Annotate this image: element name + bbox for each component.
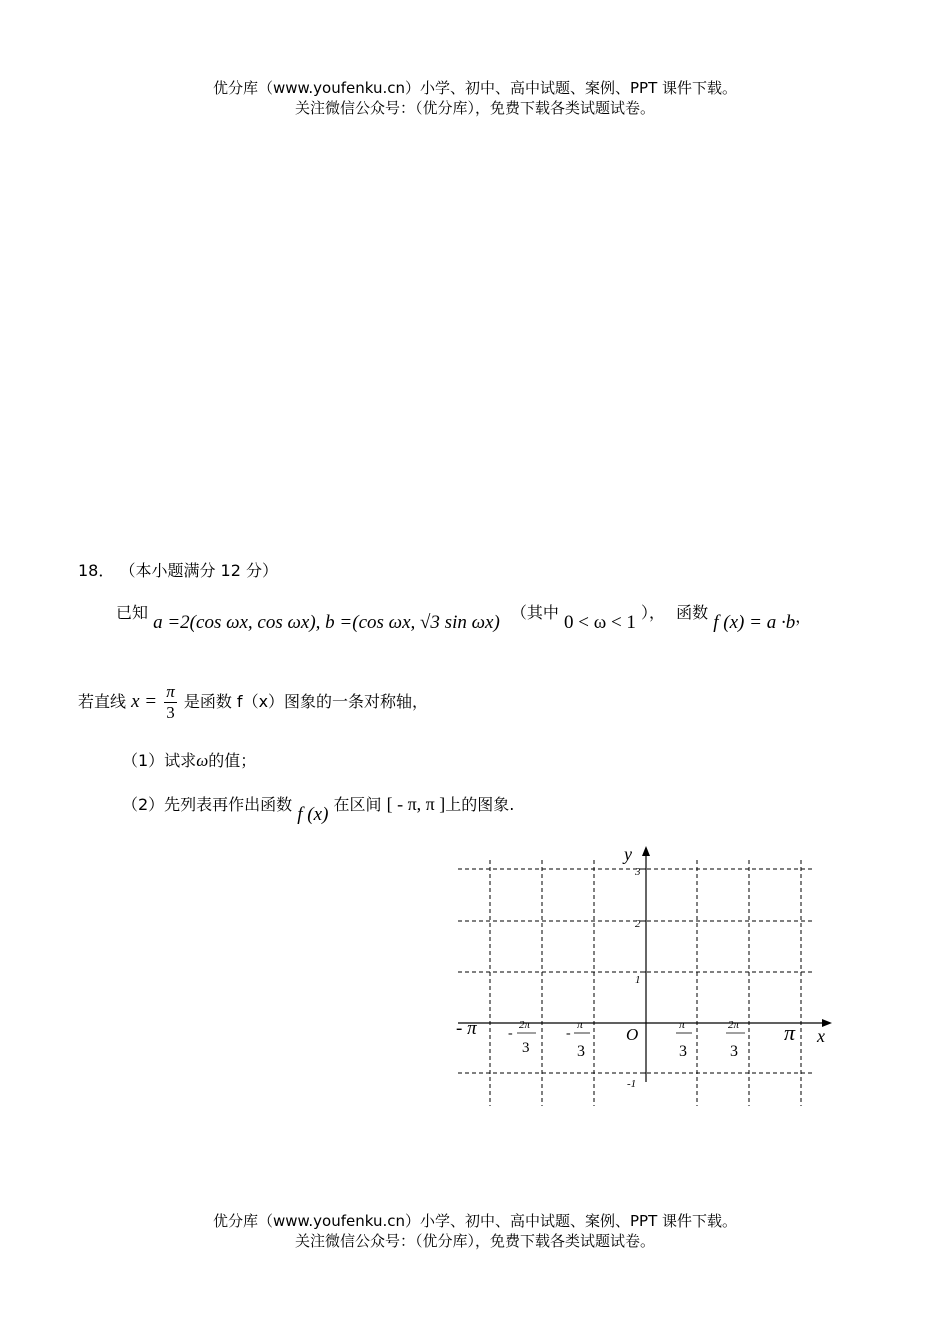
q1-prefix: （1）试求: [122, 751, 197, 770]
vectors-formula: a =2(cos ωx, cos ωx), b =(cos ωx, √3 sin ωx): [153, 612, 500, 633]
func-def: f (x) = a ·b: [713, 612, 796, 633]
q1-omega: ω: [196, 751, 209, 770]
x-tick-sign: -: [508, 1026, 513, 1041]
x-tick-label-2pi3: [726, 1019, 745, 1060]
q2-mid: 在区间: [333, 795, 382, 814]
fraction-numerator: π: [166, 682, 175, 701]
problem-number: 18．: [78, 561, 115, 580]
footer-line-2: 关注微信公众号：（优分库），免费下载各类试题试卷。: [294, 1232, 655, 1250]
line2-prefix: 若直线: [78, 692, 127, 711]
y-tick-label-2: 2: [635, 918, 641, 930]
condition: 0 < ω < 1: [564, 612, 636, 633]
header-line-1: 优分库（www.youfenku.cn）小学、初中、高中试题、案例、PPT 课件下载。: [212, 79, 738, 97]
x-axis-label: x: [817, 1026, 825, 1046]
page-footer: [0, 1211, 950, 1251]
footer-line-1: 优分库（www.youfenku.cn）小学、初中、高中试题、案例、PPT 课件下载。: [212, 1212, 738, 1230]
q2-interval: [ - π, π ]: [386, 794, 446, 814]
x-tick-label-neg-2pi3: [508, 1019, 536, 1056]
func-word: 函数: [676, 603, 709, 622]
x-tick-denominator: 3: [679, 1043, 687, 1060]
q2-prefix: （2）先列表再作出函数: [122, 795, 293, 814]
header-line-2: 关注微信公众号：（优分库），免费下载各类试题试卷。: [294, 99, 655, 117]
q2-suffix: 上的图象.: [445, 795, 515, 814]
q2-func: f (x): [297, 804, 329, 825]
condition-open: （其中: [510, 603, 559, 622]
q1-suffix: 的值；: [208, 751, 257, 770]
x-tick-denominator: 3: [730, 1043, 738, 1060]
func-def-end: ，: [795, 607, 812, 626]
x-tick-sign: -: [566, 1026, 571, 1041]
x-tick-numerator: 2π: [728, 1019, 740, 1031]
x-tick-label-pi: π: [784, 1020, 796, 1045]
y-tick-label-3: 3: [635, 866, 641, 878]
x-tick-denominator: 3: [522, 1040, 530, 1056]
line2-var: x =: [131, 691, 158, 712]
y-tick-label-neg1: -1: [627, 1078, 637, 1090]
fraction-denominator: 3: [166, 703, 175, 722]
problem-score: （本小题满分 12 分）: [119, 561, 279, 580]
x-tick-numerator: 2π: [519, 1019, 531, 1031]
origin-label: O: [626, 1025, 639, 1044]
x-tick-denominator: 3: [577, 1043, 585, 1060]
x-tick-label-neg-pi: - π: [456, 1018, 477, 1039]
line2-suffix: 是函数 f（x）图象的一条对称轴，: [183, 692, 429, 711]
x-tick-numerator: π: [577, 1017, 584, 1031]
y-tick-label-1: 1: [635, 974, 641, 986]
x-tick-numerator: π: [679, 1017, 686, 1031]
condition-close: ），: [641, 603, 666, 622]
y-axis-label: y: [624, 844, 632, 864]
y-axis-arrow-icon: [642, 846, 650, 856]
given-prefix: 已知: [116, 603, 149, 622]
